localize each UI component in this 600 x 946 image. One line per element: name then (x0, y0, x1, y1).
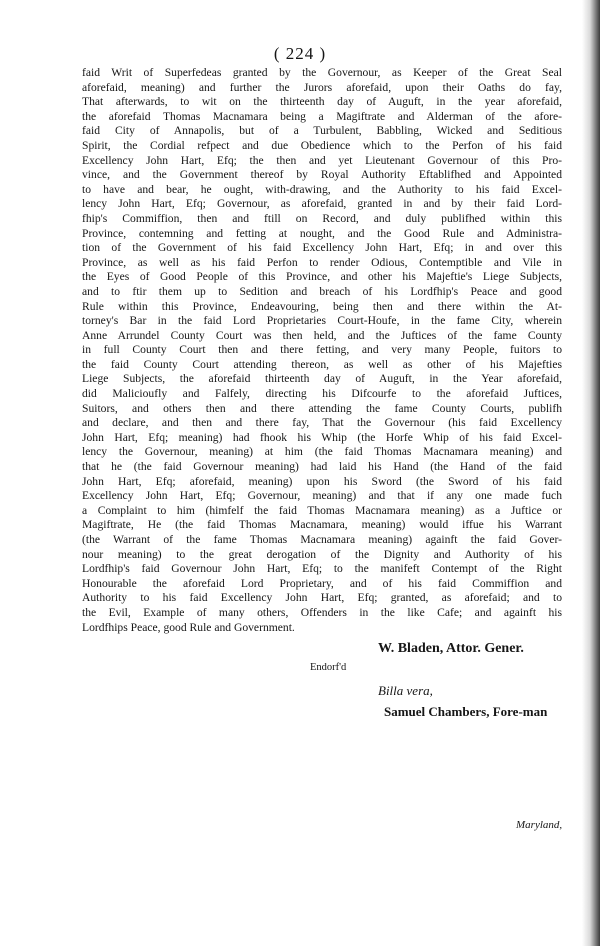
text-line: John Hart, Efq; aforefaid, meaning) upon his Sword (the Sword of his faid (82, 474, 562, 488)
text-line: the Eyes of Good People of this Province, and other his Majeftie's Liege Subjects, (82, 270, 562, 284)
text-line: and to ftir them up to Sedition and breach of his Lordfhip's Peace and good (82, 284, 562, 298)
text-line: the Evil, Example of many others, Offenders in the like Cafe; and againft his (82, 605, 562, 619)
text-line: Lordfhips Peace, good Rule and Government. (82, 620, 295, 634)
text-line: Honourable the aforefaid Lord Proprietary, and of his faid Commiffion and (82, 576, 562, 590)
text-line: Spirit, the Cordial refpect and due Obedience which to the Perfon of his faid (82, 138, 562, 152)
text-line: tion of the Government of his faid Excellency John Hart, Efq; in and over this (82, 241, 562, 255)
page-edge-shadow (582, 0, 600, 946)
text-line: (the Warrant of the fame Thomas Macnamara meaning) againft the faid Gover- (82, 533, 562, 546)
indictment-text (82, 66, 562, 635)
text-line: in full County Court then and there fetting, and very many People, fuitors to (82, 343, 562, 357)
text-line: and declare, and then and there fay, That the Governour (his faid Excellency (82, 416, 562, 430)
text-line: a Complaint to him (himfelf the faid Thomas Macnamara meaning) as a Juftice or (82, 503, 562, 517)
text-line: the faid County Court attending thereon, as well as other of his Majefties (82, 357, 562, 371)
page-number: ( 224 ) (273, 44, 327, 63)
text-line: Excellency John Hart, Efq; Governour, meaning) and that if any one made fuch (82, 489, 562, 503)
text-line: Liege Subjects, the aforefaid thirteenth day of Auguft, in the Year aforefaid, (82, 372, 562, 386)
catchword: Maryland, (516, 819, 563, 831)
text-line: Excellency John Hart, Efq; the then and yet Lieutenant Governour of this Pro- (82, 153, 562, 167)
text-line: Anne Arrundel County Court was then held, and the Juftices of the fame County (82, 328, 562, 342)
endorsed-label: Endorf'd (310, 662, 347, 673)
billa-vera-note: Billa vera, (378, 683, 433, 698)
text-line: to have and bear, he ought, with-drawing, and the Authority to his faid Excel- (82, 182, 562, 196)
text-line: Magiftrate, He (the faid Thomas Macnamara, meaning) would iffue his Warrant (82, 518, 562, 532)
attorney-general-signature: W. Bladen, Attor. Gener. (378, 641, 524, 656)
text-line: aforefaid, meaning) and further the Jurors aforefaid, upon their Oaths do fay, (82, 80, 562, 94)
text-line: nour meaning) to the great derogation of the Dignity and Authority of his (82, 547, 562, 561)
text-line: lency the Governour, meaning) at him (the faid Thomas Macnamara meaning) and (82, 445, 562, 459)
text-line: did Malicioufly and Falfely, directing his Difcourfe to the aforefaid Juftices, (82, 387, 562, 401)
text-line: Suitors, and others then and there attending the fame County Courts, publifh (82, 401, 562, 415)
text-line: Province, contemning and fetting at nought, and the Good Rule and Administra- (82, 226, 562, 240)
foreman-signature: Samuel Chambers, Fore-man (384, 704, 548, 719)
text-line: vince, and the Government thereof by Royal Authority Eftablifhed and Appointed (82, 168, 562, 182)
text-line: that he (the faid Governour meaning) had laid his Hand (the Hand of the faid (82, 460, 562, 474)
text-line: Rule within this Province, Endeavouring, being then and there within the At- (82, 299, 562, 313)
text-line: lency John Hart, Efq; Governour, as aforefaid, granted in and by their faid Lord- (82, 197, 562, 211)
text-line: faid City of Annapolis, but of a Turbulent, Babbling, Wicked and Seditious (82, 124, 562, 138)
text-line: John Hart, Efq; meaning) had fhook his Whip (the Horfe Whip of his faid Excel- (82, 430, 562, 444)
text-line: the aforefaid Thomas Macnamara being a Magiftrate and Alderman of the afore- (82, 109, 562, 123)
text-line: That afterwards, to wit on the thirteenth day of Auguft, in the year aforefaid, (82, 95, 562, 109)
text-line: Authority to his faid Excellency John Hart, Efq; granted, as aforefaid; and to (82, 591, 562, 605)
text-line: Province, as well as his faid Perfon to render Odious, Contemptible and Vile in (82, 255, 562, 269)
text-line: Lordfhip's faid Governour John Hart, Efq; to the manifeft Contempt of the Right (82, 562, 562, 576)
text-line: torney's Bar in the faid Lord Proprietaries Court-Houfe, in the fame City, wherein (82, 314, 562, 328)
text-line: faid Writ of Superfedeas granted by the Governour, as Keeper of the Great Seal (82, 66, 562, 79)
text-line: fhip's Commiffion, then and ftill on Record, and duly publifhed within this (82, 211, 562, 225)
